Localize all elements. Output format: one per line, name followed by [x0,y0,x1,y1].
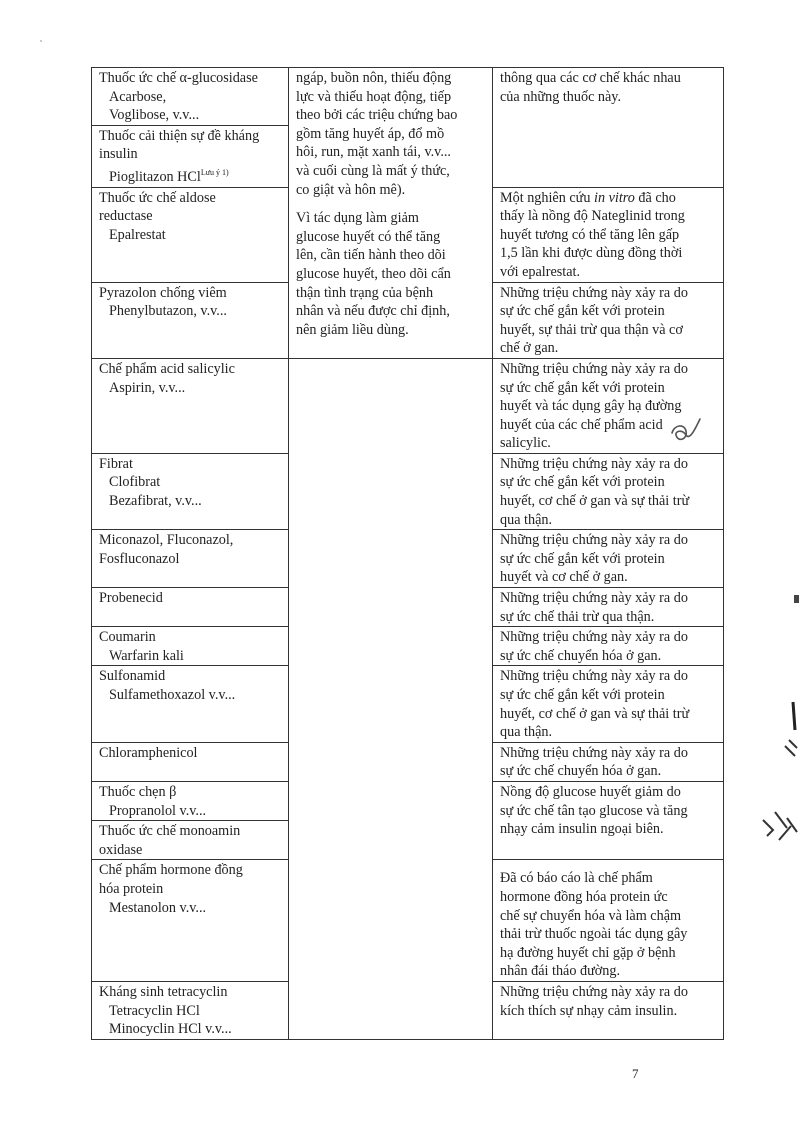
drug-class: Pyrazolon chống viêm [99,284,227,301]
drug-cell [92,187,289,282]
drug-class: Sulfonamid [99,668,166,685]
drug-cell [92,530,289,588]
text-line: glucose huyết có thể tăng [296,228,441,245]
drug-class: Fibrat [99,455,133,472]
drug-name: Clofibrat [109,474,161,491]
drug-cell [92,981,289,1039]
text-line: Một nghiên cứu in vitro đã cho [500,189,676,206]
drug-cell [92,627,289,666]
text-line: qua thận. [500,511,553,528]
text-line: Nồng độ glucose huyết giảm do [500,783,681,800]
text-line: sự ức chế gắn kết với protein [500,550,665,567]
text-line: chế ở gan. [500,340,559,357]
drug-class: Kháng sinh tetracyclin [99,983,228,1000]
text-line: sự ức chế chuyển hóa ở gan. [500,647,662,664]
drug-class: Thuốc ức chế aldose [99,189,216,206]
drug-cell [92,588,289,627]
drug-class: Chế phẩm acid salicylic [99,360,235,377]
text-line: Đã có báo cáo là chế phẩm [500,870,653,887]
drug-cell [92,781,289,820]
mechanism-cell [493,530,724,588]
drug-cell [92,821,289,860]
drug-class: Thuốc ức chế α-glucosidase [99,70,258,86]
drug-class: Thuốc ức chế monoamin [99,823,241,840]
scan-artifact [794,595,799,603]
text-line: glucose huyết, theo dõi cẩn [296,265,451,282]
text-line: Những triệu chứng này xảy ra do [500,590,688,607]
text-line: co giật và hôn mê). [296,181,406,198]
drug-cell [92,453,289,529]
drug-class: Chế phẩm hormone đồng [99,862,243,879]
mechanism-cell [493,781,724,859]
mechanism-cell [493,588,724,627]
table-row [92,68,724,126]
drug-cell [92,666,289,742]
text-line: chế sự chuyển hóa và làm chậm [500,907,682,924]
text-line: với epalrestat. [500,263,580,280]
drug-name: Pioglitazon HCl$^{Lưu ý 1)}$ [109,167,229,185]
text-line: thấy là nồng độ Nateglinid trong [500,208,685,225]
scan-artifact [759,700,799,850]
text-line: lên, cần tiến hành theo dõi [296,247,446,264]
page-number: 7 [632,1066,639,1081]
drug-name: Mestanolon v.v... [109,899,207,916]
drug-cell [92,125,289,187]
text-line: hormone đồng hóa protein ức [500,888,668,905]
text-line: huyết, cơ chế ở gan và sự thải trừ [500,705,690,722]
text-line: thải trừ thuốc ngoài tác dụng gây [500,926,688,943]
mechanism-cell [493,627,724,666]
text-line: sự ức chế gắn kết với protein [500,303,665,320]
text-line: và cuối cùng là mất ý thức, [296,162,450,179]
text-line: sự ức chế chuyển hóa ở gan. [500,763,662,780]
text-line: Những triệu chứng này xảy ra do [500,455,688,472]
table-row [92,358,724,453]
drug-cell [92,860,289,982]
text-line: qua thận. [500,724,553,741]
text-line: sự ức chế gắn kết với protein [500,379,665,396]
drug-name: Probenecid [99,590,163,607]
drug-name: Sulfamethoxazol v.v... [109,687,236,703]
drug-cell [92,68,289,126]
mechanism-cell [493,860,724,982]
text-line: nhạy cảm insulin ngoại biên. [500,821,664,838]
drug-name: Acarbose, [109,88,167,105]
mechanism-cell [493,68,724,188]
text-line: hôi, run, mặt xanh tái, v.v... [296,144,451,161]
text-line: lực và thiếu hoạt động, tiếp [296,88,452,105]
drug-name: Aspirin, v.v... [109,379,186,396]
drug-class: Thuốc chẹn β [99,783,177,800]
text-line: salicylic. [500,435,551,452]
scan-speck [40,40,42,42]
text-line: Những triệu chứng này xảy ra do [500,532,688,549]
drug-class: Thuốc cải thiện sự đề kháng [99,127,260,144]
text-line: Những triệu chứng này xảy ra do [500,360,688,377]
drug-name: Voglibose, v.v... [109,107,200,124]
text-line: Vì tác dụng làm giảm [296,210,419,227]
text-line: kích thích sự nhạy cảm insulin. [500,1002,678,1019]
drug-name: Miconazol, Fluconazol, [99,532,234,549]
handwritten-initial-mark [668,415,704,451]
mechanism-cell [493,187,724,282]
drug-name: Propranolol v.v... [109,802,207,819]
mechanism-cell [493,453,724,529]
mechanism-cell [493,666,724,742]
drug-class: insulin [99,146,138,163]
drug-class: Coumarin [99,629,156,646]
text-line: 1,5 lần khi được dùng đồng thời [500,245,683,262]
text-line: huyết và cơ chế ở gan. [500,569,628,586]
text-line: Những triệu chứng này xảy ra do [500,744,688,761]
text-line: nhân và nếu được chỉ định, [296,303,450,320]
drug-class: oxidase [99,841,143,858]
text-line: huyết và tác dụng gây hạ đường [500,398,682,415]
drug-name: Phenylbutazon, v.v... [109,303,227,320]
mechanism-cell [493,742,724,781]
drug-name: Tetracyclin HCl [109,1002,200,1019]
text-line: theo bởi các triệu chứng bao [296,107,458,124]
text-line: của những thuốc này. [500,88,622,105]
drug-name: Minocyclin HCl v.v... [109,1021,232,1038]
text-line: nhân đái tháo đường. [500,963,620,980]
text-line: hạ đường huyết chỉ gặp ở bệnh [500,944,676,961]
drug-cell [92,358,289,453]
text-line: sự ức chế tân tạo glucose và tăng [500,802,688,819]
text-line: ngáp, buồn nôn, thiếu động [296,70,452,86]
text-line: huyết, sự thải trừ qua thận và cơ [500,321,683,338]
text-line: sự ức chế gắn kết với protein [500,687,665,703]
drug-class: hóa protein [99,880,164,897]
drug-name: Fosfluconazol [99,550,180,567]
text-line: Những triệu chứng này xảy ra do [500,983,688,1000]
text-line: nên giảm liều dùng. [296,321,409,338]
text-line: Những triệu chứng này xảy ra do [500,284,688,301]
drug-name: Chloramphenicol [99,744,198,761]
drug-cell [92,742,289,781]
text-line: gồm tăng huyết áp, đổ mồ [296,125,445,142]
text-line: thận tình trạng của bệnh [296,284,434,301]
mechanism-cell [493,981,724,1039]
drug-interaction-table [91,67,724,1040]
drug-name: Bezafibrat, v.v... [109,493,202,510]
symptoms-cell-empty [289,358,493,1039]
symptoms-cell [289,68,493,359]
text-line: Những triệu chứng này xảy ra do [500,668,688,685]
text-line: huyết của các chế phẩm acid [500,416,663,433]
text-line: huyết, cơ chế ở gan và sự thải trừ [500,493,690,510]
text-line: Những triệu chứng này xảy ra do [500,629,688,646]
text-line: thông qua các cơ chế khác nhau [500,70,681,86]
mechanism-cell [493,282,724,358]
drug-cell [92,282,289,358]
drug-name: Warfarin kali [109,647,184,664]
text-line: huyết tương có thể tăng lên gấp [500,226,680,243]
drug-class: reductase [99,208,153,225]
text-line: sự ức chế gắn kết với protein [500,474,665,491]
drug-name: Epalrestat [109,226,166,243]
text-line: sự ức chế thải trừ qua thận. [500,608,655,625]
